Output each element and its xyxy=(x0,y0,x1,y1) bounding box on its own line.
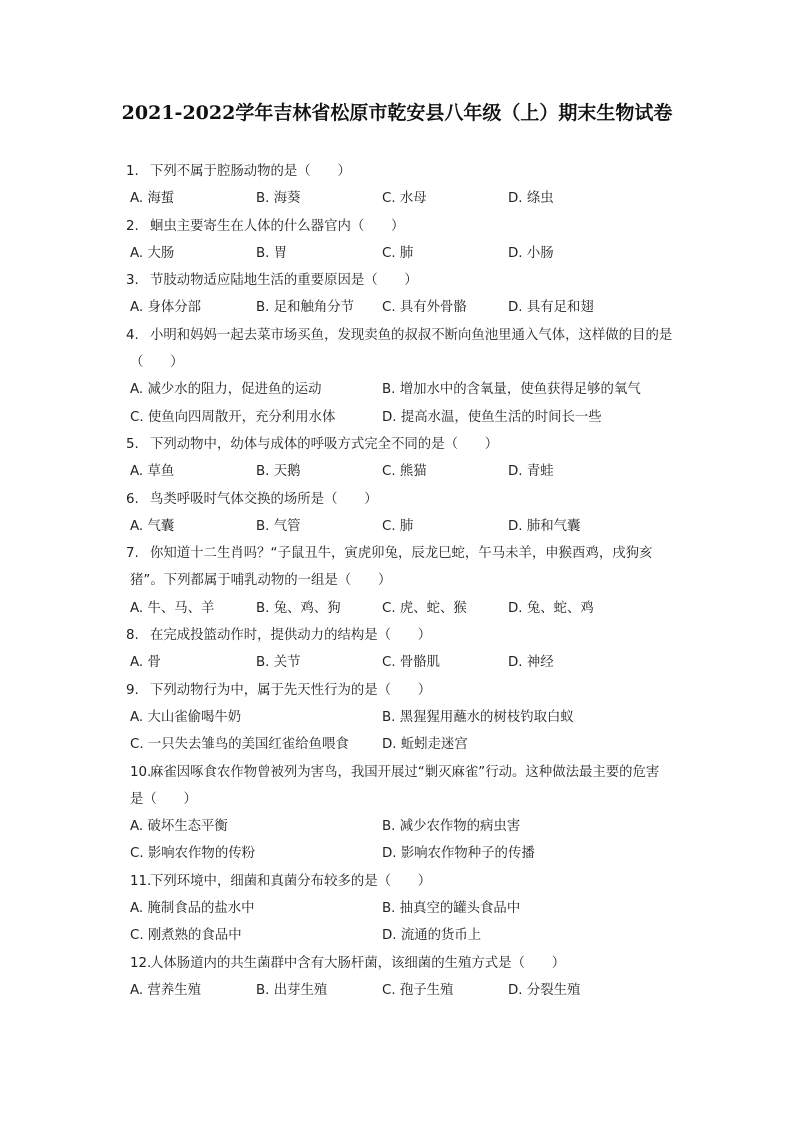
question-text-continued: 猪”。下列都属于哺乳动物的一组是（ ） xyxy=(130,573,392,589)
option-d: D. 影响农作物种子的传播 xyxy=(382,846,535,862)
option-a: A. 草鱼 xyxy=(130,464,175,480)
option-b: B. 黑猩猩用蘸水的树枝钓取白蚁 xyxy=(382,709,574,725)
question-text: 下列环境中，细菌和真菌分布较多的是（ ） xyxy=(150,873,432,889)
option-c: C. 一只失去雏鸟的美国红雀给鱼喂食 xyxy=(130,737,349,753)
question-12-options xyxy=(0,977,794,1004)
option-d: D. 流通的货币上 xyxy=(382,928,482,944)
question-3-stem xyxy=(0,267,794,294)
question-1-stem xyxy=(0,158,794,185)
option-c: C. 骨骼肌 xyxy=(382,655,441,671)
question-text: 你知道十二生肖吗？“子鼠丑牛，寅虎卯兔，辰龙巳蛇，午马未羊，申猴酉鸡，戌狗亥 xyxy=(150,546,653,562)
question-text-continued: 是（ ） xyxy=(130,791,197,807)
question-5-stem xyxy=(0,431,794,458)
question-4-options-row-2 xyxy=(0,404,794,431)
option-c: C. 使鱼向四周散开，充分利用水体 xyxy=(130,409,336,425)
question-number: 4. xyxy=(126,327,139,343)
question-3-options xyxy=(0,294,794,321)
question-2-stem xyxy=(0,213,794,240)
question-text-continued: （ ） xyxy=(130,355,184,371)
option-b: B. 增加水中的含氧量，使鱼获得足够的氧气 xyxy=(382,382,641,398)
option-c: C. 孢子生殖 xyxy=(382,982,454,998)
question-number: 10. xyxy=(130,764,152,780)
question-7-stem-cont xyxy=(0,567,794,594)
question-7-stem xyxy=(0,540,794,567)
paper-title: 2021-2022学年吉林省松原市乾安县八年级（上）期末生物试卷 xyxy=(121,102,673,124)
option-a: A. 破坏生态平衡 xyxy=(130,819,228,835)
question-7-options xyxy=(0,595,794,622)
option-a: A. 大肠 xyxy=(130,245,175,261)
question-text: 下列不属于腔肠动物的是（ ） xyxy=(150,164,351,179)
question-number: 5. xyxy=(126,436,139,452)
option-a: A. 海蜇 xyxy=(130,191,175,207)
option-a: A. 气囊 xyxy=(130,518,175,534)
option-b: B. 海葵 xyxy=(256,191,301,207)
question-11-options-row-2 xyxy=(0,922,794,949)
question-number: 3. xyxy=(126,273,139,289)
question-10-stem xyxy=(0,759,794,786)
option-a: A. 腌制食品的盐水中 xyxy=(130,901,255,917)
option-a: A. 大山雀偷喝牛奶 xyxy=(130,709,242,725)
option-c: C. 刚煮熟的食品中 xyxy=(130,928,242,944)
question-6-options xyxy=(0,513,794,540)
question-text: 麻雀因啄食农作物曾被列为害鸟，我国开展过“剿灭麻雀”行动。这种做法最主要的危害 xyxy=(150,764,660,780)
question-text: 鸟类呼吸时气体交换的场所是（ ） xyxy=(150,491,378,507)
option-b: B. 抽真空的罐头食品中 xyxy=(382,901,521,917)
question-text: 蛔虫主要寄生在人体的什么器官内（ ） xyxy=(150,218,405,234)
question-11-stem xyxy=(0,868,794,895)
option-d: D. 提高水温，使鱼生活的时间长一些 xyxy=(382,409,602,425)
option-d: D. 小肠 xyxy=(508,245,554,261)
option-a: A. 骨 xyxy=(130,655,161,671)
question-9-stem xyxy=(0,677,794,704)
question-text: 在完成投篮动作时，提供动力的结构是（ ） xyxy=(150,628,432,644)
option-d: D. 绦虫 xyxy=(508,191,554,207)
question-number: 2. xyxy=(126,218,139,234)
question-number: 11. xyxy=(130,873,152,889)
option-b: B. 足和触角分节 xyxy=(256,300,355,316)
option-a: A. 牛、马、羊 xyxy=(130,600,215,616)
question-6-stem xyxy=(0,486,794,513)
option-c: C. 熊猫 xyxy=(382,464,427,480)
question-number: 8. xyxy=(126,628,139,644)
question-8-stem xyxy=(0,622,794,649)
option-b: B. 气管 xyxy=(256,518,301,534)
option-d: D. 神经 xyxy=(508,655,554,671)
option-c: C. 肺 xyxy=(382,245,414,261)
question-10-options-row-1 xyxy=(0,813,794,840)
question-number: 9. xyxy=(126,682,139,698)
question-5-options xyxy=(0,458,794,485)
option-a: A. 减少水的阻力，促进鱼的运动 xyxy=(130,382,322,398)
option-b: B. 关节 xyxy=(256,655,301,671)
option-a: A. 身体分部 xyxy=(130,300,201,316)
option-c: C. 肺 xyxy=(382,518,414,534)
option-a: A. 营养生殖 xyxy=(130,982,201,998)
question-number: 7. xyxy=(126,546,139,562)
option-d: D. 蚯蚓走迷宫 xyxy=(382,737,468,753)
option-b: B. 减少农作物的病虫害 xyxy=(382,819,521,835)
option-d: D. 青蛙 xyxy=(508,464,554,480)
option-b: B. 兔、鸡、狗 xyxy=(256,600,341,616)
question-1-options xyxy=(0,185,794,212)
question-10-options-row-2 xyxy=(0,840,794,867)
question-text: 下列动物中，幼体与成体的呼吸方式完全不同的是（ ） xyxy=(150,436,499,452)
question-12-stem xyxy=(0,950,794,977)
question-2-options xyxy=(0,240,794,267)
question-text: 小明和妈妈一起去菜市场买鱼，发现卖鱼的叔叔不断向鱼池里通入气体，这样做的目的是 xyxy=(150,327,673,343)
option-c: C. 水母 xyxy=(382,191,427,207)
question-8-options xyxy=(0,649,794,676)
question-4-stem-cont xyxy=(0,349,794,376)
option-d: D. 肺和气囊 xyxy=(508,518,581,534)
option-b: B. 胃 xyxy=(256,245,288,261)
option-b: B. 出芽生殖 xyxy=(256,982,328,998)
question-4-stem xyxy=(0,322,794,349)
question-10-stem-cont xyxy=(0,786,794,813)
question-9-options-row-2 xyxy=(0,731,794,758)
question-11-options-row-1 xyxy=(0,895,794,922)
question-number: 1. xyxy=(126,164,139,179)
option-c: C. 虎、蛇、猴 xyxy=(382,600,467,616)
option-d: D. 兔、蛇、鸡 xyxy=(508,600,594,616)
option-d: D. 具有足和翅 xyxy=(508,300,594,316)
question-number: 12. xyxy=(130,955,152,971)
option-c: C. 影响农作物的传粉 xyxy=(130,846,255,862)
question-9-options-row-1 xyxy=(0,704,794,731)
question-list xyxy=(0,158,794,1004)
question-number: 6. xyxy=(126,491,139,507)
question-text: 节肢动物适应陆地生活的重要原因是（ ） xyxy=(150,273,418,289)
question-text: 人体肠道内的共生菌群中含有大肠杆菌，该细菌的生殖方式是（ ） xyxy=(150,955,566,971)
question-4-options-row-1 xyxy=(0,376,794,403)
option-b: B. 天鹅 xyxy=(256,464,301,480)
question-text: 下列动物行为中，属于先天性行为的是（ ） xyxy=(150,682,432,698)
option-d: D. 分裂生殖 xyxy=(508,982,581,998)
option-c: C. 具有外骨骼 xyxy=(382,300,467,316)
